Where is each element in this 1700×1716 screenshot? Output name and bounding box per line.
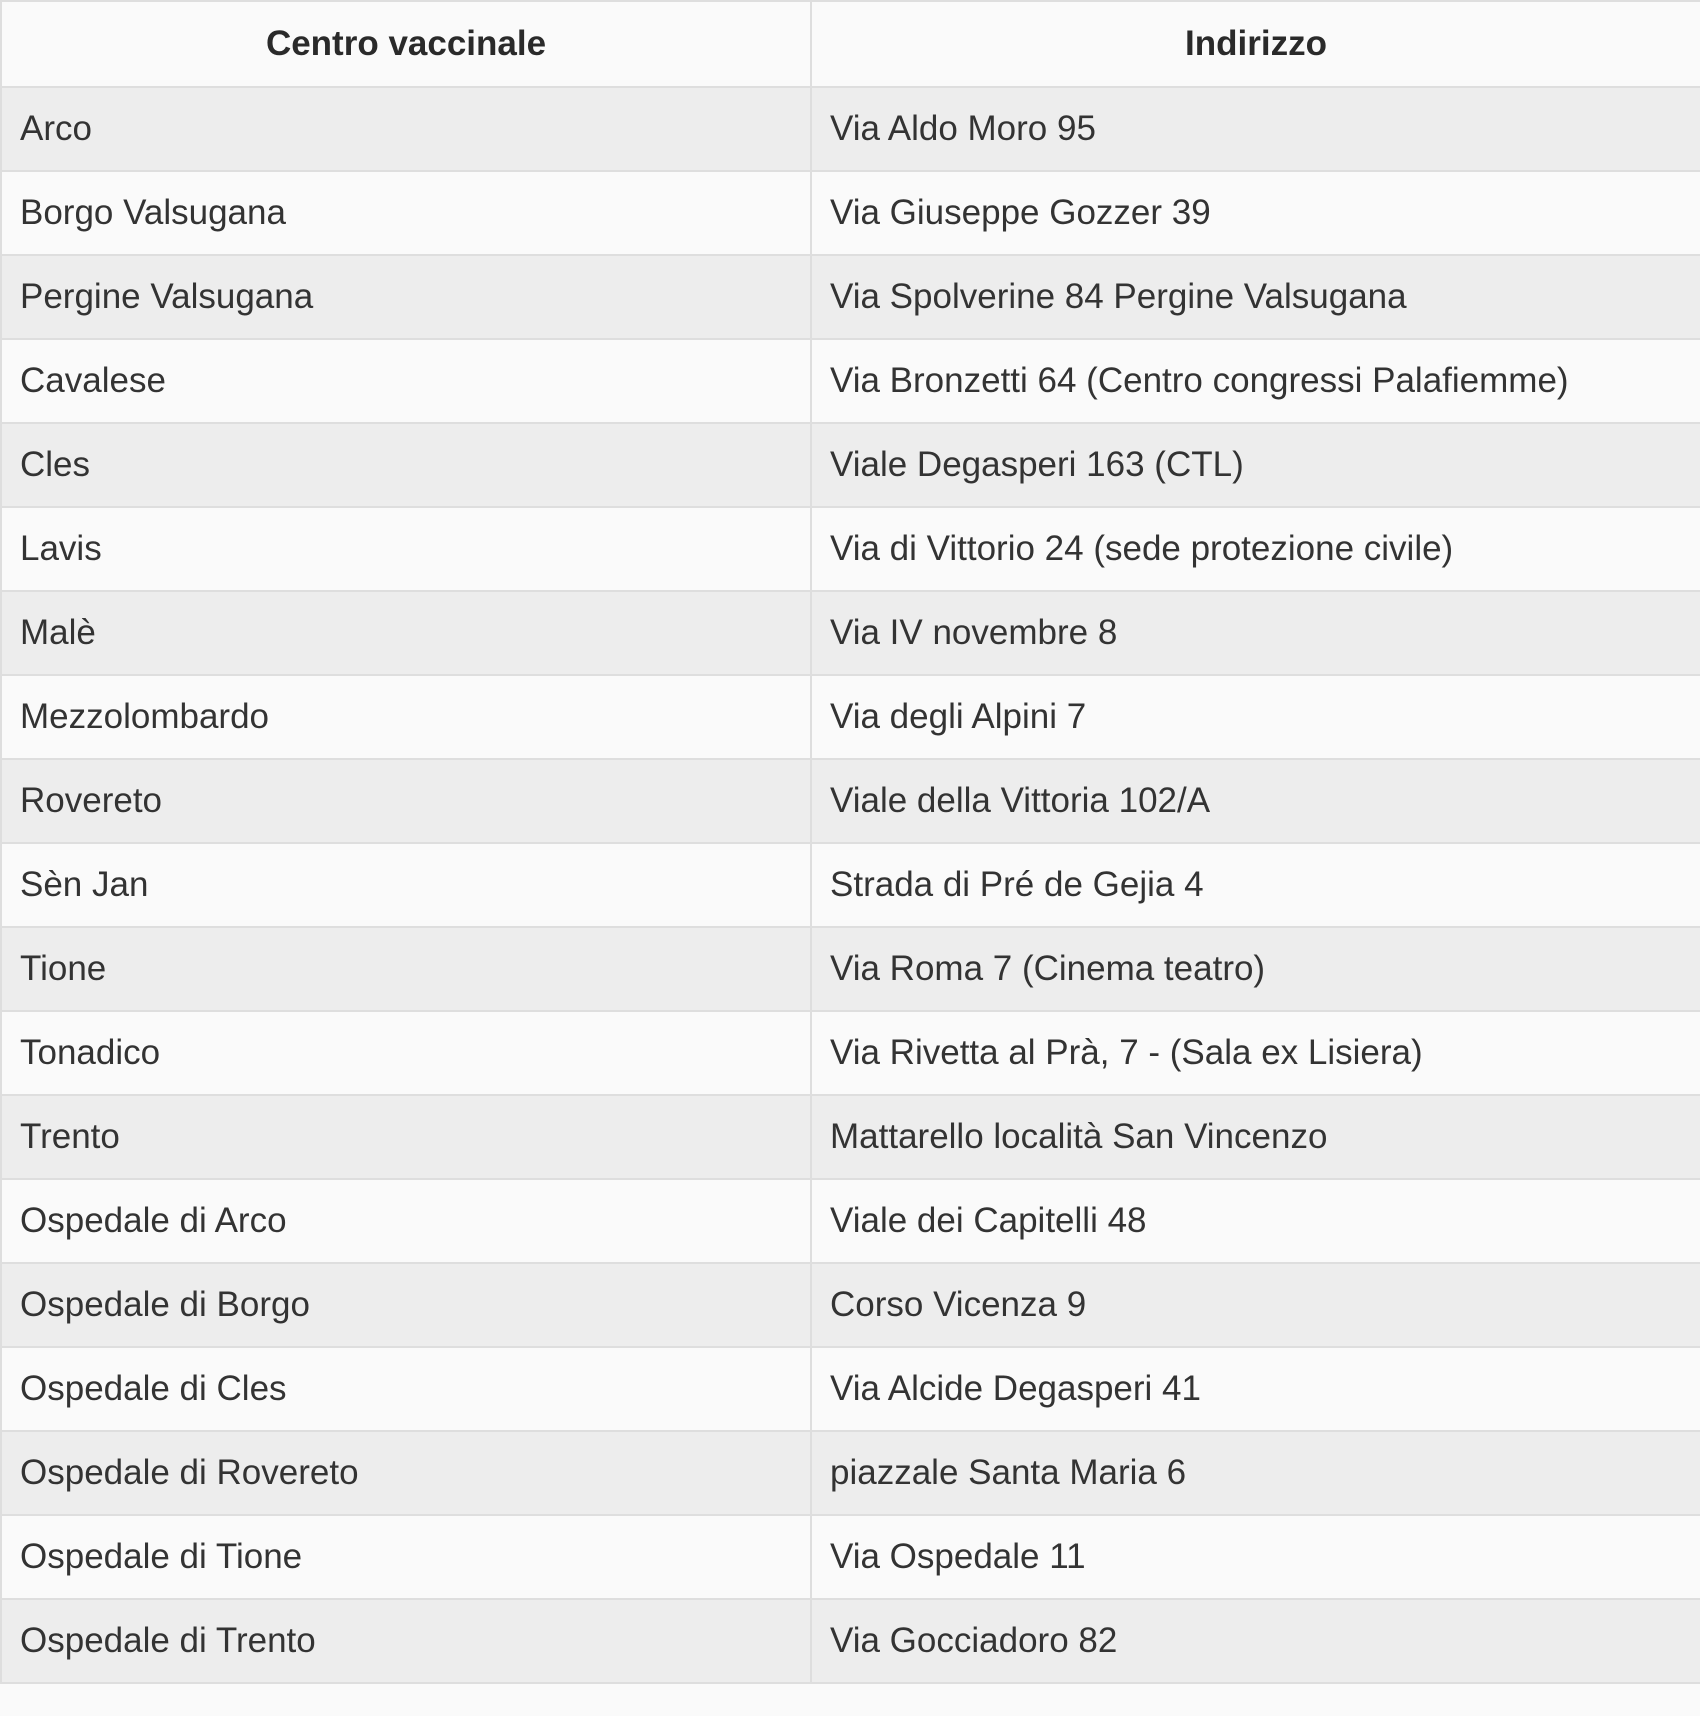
center-name-cell: Ospedale di Tione: [1, 1515, 811, 1599]
table-row: [1, 1179, 1700, 1263]
address-cell: Viale Degasperi 163 (CTL): [811, 423, 1700, 507]
table-row: [1, 87, 1700, 171]
table-row: [1, 423, 1700, 507]
table-row: [1, 1263, 1700, 1347]
center-name-cell: Cavalese: [1, 339, 811, 423]
center-name-cell: Ospedale di Cles: [1, 1347, 811, 1431]
table-row: [1, 843, 1700, 927]
center-name-cell: Borgo Valsugana: [1, 171, 811, 255]
table-row: [1, 1347, 1700, 1431]
address-cell: Via Bronzetti 64 (Centro congressi Palafiemme): [811, 339, 1700, 423]
table-row: [1, 1095, 1700, 1179]
address-cell: Via Roma 7 (Cinema teatro): [811, 927, 1700, 1011]
center-name-cell: Rovereto: [1, 759, 811, 843]
center-name-cell: Malè: [1, 591, 811, 675]
address-cell: Via Ospedale 11: [811, 1515, 1700, 1599]
address-cell: Via Rivetta al Prà, 7 - (Sala ex Lisiera): [811, 1011, 1700, 1095]
address-cell: Via Giuseppe Gozzer 39: [811, 171, 1700, 255]
table-header-row: [1, 1, 1700, 87]
center-name-cell: Tione: [1, 927, 811, 1011]
address-cell: Via Alcide Degasperi 41: [811, 1347, 1700, 1431]
table-row: [1, 507, 1700, 591]
address-cell: Corso Vicenza 9: [811, 1263, 1700, 1347]
table-row: [1, 255, 1700, 339]
address-cell: Mattarello località San Vincenzo: [811, 1095, 1700, 1179]
table-row: [1, 1515, 1700, 1599]
center-name-cell: Cles: [1, 423, 811, 507]
center-name-cell: Pergine Valsugana: [1, 255, 811, 339]
address-cell: Viale della Vittoria 102/A: [811, 759, 1700, 843]
center-name-cell: Arco: [1, 87, 811, 171]
table-row: [1, 1599, 1700, 1683]
address-cell: Via degli Alpini 7: [811, 675, 1700, 759]
center-name-cell: Ospedale di Borgo: [1, 1263, 811, 1347]
address-cell: Via Aldo Moro 95: [811, 87, 1700, 171]
address-cell: Via Spolverine 84 Pergine Valsugana: [811, 255, 1700, 339]
table-row: [1, 1011, 1700, 1095]
address-cell: Viale dei Capitelli 48: [811, 1179, 1700, 1263]
address-cell: piazzale Santa Maria 6: [811, 1431, 1700, 1515]
table-row: [1, 759, 1700, 843]
address-cell: Via di Vittorio 24 (sede protezione civile): [811, 507, 1700, 591]
address-cell: Strada di Pré de Gejia 4: [811, 843, 1700, 927]
center-name-cell: Sèn Jan: [1, 843, 811, 927]
table-row: [1, 339, 1700, 423]
header-centro-vaccinale: Centro vaccinale: [1, 1, 811, 87]
table-row: [1, 927, 1700, 1011]
table-row: [1, 591, 1700, 675]
center-name-cell: Mezzolombardo: [1, 675, 811, 759]
table-row: [1, 171, 1700, 255]
table-row: [1, 675, 1700, 759]
header-indirizzo: Indirizzo: [811, 1, 1700, 87]
center-name-cell: Trento: [1, 1095, 811, 1179]
center-name-cell: Ospedale di Rovereto: [1, 1431, 811, 1515]
address-cell: Via IV novembre 8: [811, 591, 1700, 675]
center-name-cell: Tonadico: [1, 1011, 811, 1095]
center-name-cell: Ospedale di Arco: [1, 1179, 811, 1263]
table-row: [1, 1431, 1700, 1515]
center-name-cell: Ospedale di Trento: [1, 1599, 811, 1683]
center-name-cell: Lavis: [1, 507, 811, 591]
address-cell: Via Gocciadoro 82: [811, 1599, 1700, 1683]
